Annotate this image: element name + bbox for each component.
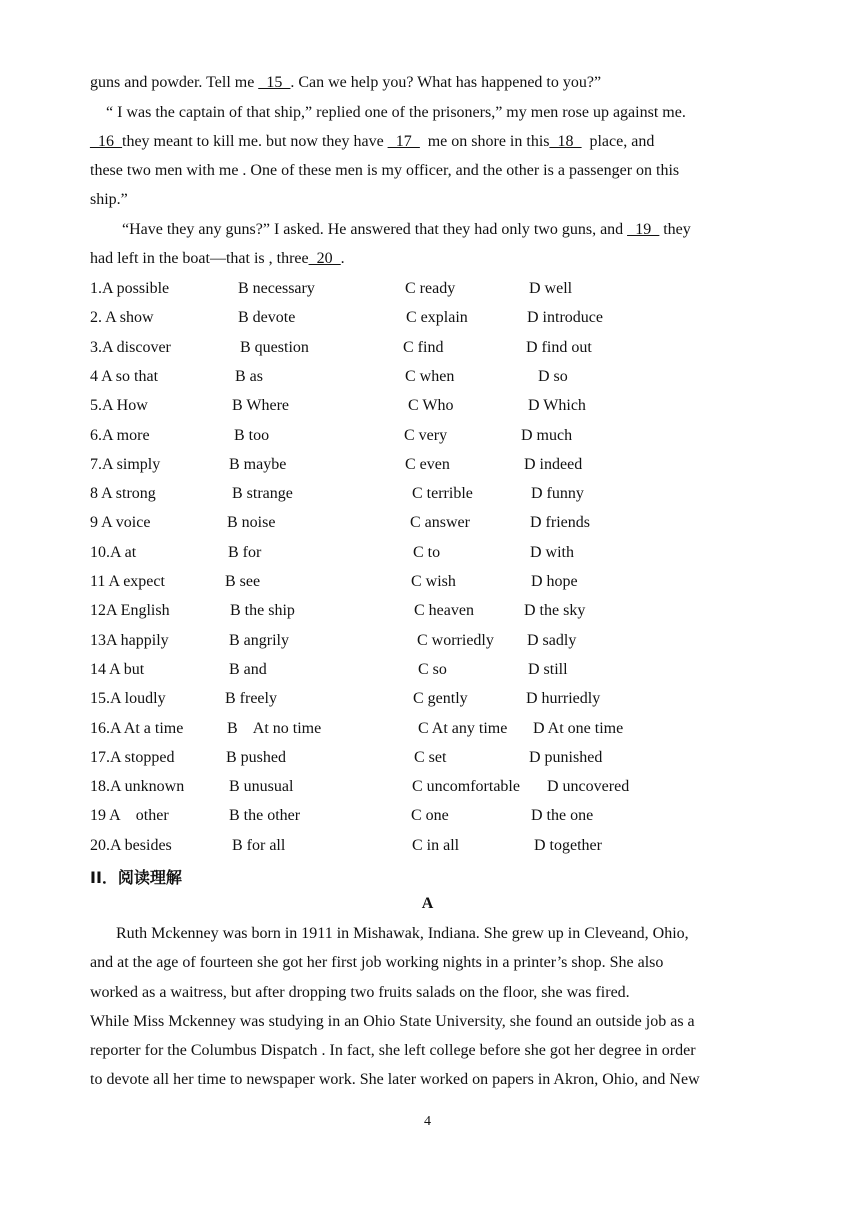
text: they (659, 221, 691, 238)
option-1-a: 1.A possible (90, 280, 170, 297)
option-15-a: 15.A loudly (90, 690, 166, 707)
option-5-d: D Which (528, 397, 586, 414)
option-20-a: 20.A besides (90, 837, 172, 854)
blank-15: _15_ (258, 74, 291, 91)
option-15-c: C gently (413, 690, 468, 707)
option-19-b: B the other (229, 807, 301, 824)
text: place, and (581, 133, 655, 150)
option-13-c: C worriedly (417, 632, 494, 649)
option-1-d: D well (529, 280, 573, 297)
option-13-a: 13A happily (90, 632, 169, 649)
option-4-a: 4 A so that (90, 368, 159, 385)
section-heading: II．阅读理解 (90, 868, 182, 887)
text: they meant to kill me. but now they have (122, 133, 388, 150)
text: . (340, 250, 345, 267)
blank-19: _19_ (627, 221, 660, 238)
option-7-c: C even (405, 456, 450, 473)
option-11-b: B see (225, 573, 261, 590)
option-9-a: 9 A voice (90, 514, 151, 531)
passage-line-7 (90, 249, 345, 269)
option-8-b: B strange (232, 485, 293, 502)
option-12-d: D the sky (524, 602, 586, 619)
option-3-d: D find out (526, 339, 592, 356)
option-18-b: B unusual (229, 778, 294, 795)
option-13-d: D sadly (527, 632, 577, 649)
option-16-c: C At any time (418, 720, 508, 737)
option-18-d: D uncovered (547, 778, 630, 795)
page-number: 4 (424, 1114, 431, 1129)
option-8-a: 8 A strong (90, 485, 156, 502)
option-6-d: D much (521, 427, 573, 444)
option-12-a: 12A English (90, 602, 170, 619)
reading-title: A (421, 895, 434, 912)
option-2-b: B devote (238, 309, 296, 326)
passage-line-2: “ I was the captain of that ship,” replied one of the prisoners,” my men rose up against me. (106, 104, 686, 121)
option-14-a: 14 A but (90, 661, 145, 678)
text: had left in the boat—that is , three (90, 250, 309, 267)
blank-17: _17_ (387, 133, 420, 150)
option-14-d: D still (528, 661, 568, 678)
option-14-c: C so (418, 661, 447, 678)
option-2-a: 2. A show (90, 309, 154, 326)
option-5-a: 5.A How (90, 397, 148, 414)
option-16-a: 16.A At a time (90, 720, 184, 737)
passage-line-1 (90, 73, 601, 93)
option-9-b: B noise (227, 514, 276, 531)
blank-20: _20_ (308, 250, 341, 267)
option-19-d: D the one (531, 807, 594, 824)
option-20-c: C in all (412, 837, 460, 854)
option-11-d: D hope (531, 573, 578, 590)
reading-line-3: worked as a waitress, but after dropping two fruits salads on the floor, she was fired. (90, 984, 630, 1001)
option-7-b: B maybe (229, 456, 287, 473)
passage-line-6 (122, 220, 691, 240)
option-12-c: C heaven (414, 602, 474, 619)
option-1-b: B necessary (238, 280, 315, 297)
text: me on shore in this (419, 133, 550, 150)
blank-16: _16_ (90, 133, 122, 150)
option-9-c: C answer (410, 514, 470, 531)
blank-18: _18_ (549, 133, 582, 150)
option-17-c: C set (414, 749, 447, 766)
option-10-a: 10.A at (90, 544, 137, 561)
option-6-c: C very (404, 427, 448, 444)
option-17-d: D punished (529, 749, 603, 766)
reading-line-2: and at the age of fourteen she got her first job working nights in a printer’s shop. She also (90, 954, 664, 971)
option-9-d: D friends (530, 514, 590, 531)
option-2-d: D introduce (527, 309, 603, 326)
option-14-b: B and (229, 661, 267, 678)
option-5-b: B Where (232, 397, 290, 414)
option-7-a: 7.A simply (90, 456, 161, 473)
option-20-b: B for all (232, 837, 286, 854)
reading-line-6: to devote all her time to newspaper work. She later worked on papers in Akron, Ohio, and New (90, 1071, 700, 1088)
option-17-a: 17.A stopped (90, 749, 175, 766)
reading-line-4: While Miss Mckenney was studying in an Ohio State University, she found an outside job as a (90, 1013, 695, 1030)
option-10-c: C to (413, 544, 441, 561)
text: guns and powder. Tell me (90, 74, 259, 91)
option-5-c: C Who (408, 397, 454, 414)
option-4-d: D so (538, 368, 568, 385)
option-11-c: C wish (411, 573, 456, 590)
option-6-a: 6.A more (90, 427, 150, 444)
option-18-c: C uncomfortable (412, 778, 520, 795)
option-19-c: C one (411, 807, 449, 824)
option-20-d: D together (534, 837, 602, 854)
reading-line-5: reporter for the Columbus Dispatch . In fact, she left college before she got her degree in order (90, 1042, 696, 1059)
passage-line-5: ship.” (90, 191, 128, 208)
option-3-b: B question (240, 339, 309, 356)
option-1-c: C ready (405, 280, 456, 297)
option-4-c: C when (405, 368, 455, 385)
text: “Have they any guns?” I asked. He answered that they had only two guns, and (122, 221, 628, 238)
option-8-c: C terrible (412, 485, 473, 502)
text: . Can we help you? What has happened to you?” (290, 74, 602, 91)
option-15-d: D hurriedly (526, 690, 601, 707)
option-8-d: D funny (531, 485, 584, 502)
option-3-a: 3.A discover (90, 339, 171, 356)
option-10-b: B for (228, 544, 262, 561)
option-7-d: D indeed (524, 456, 583, 473)
option-19-a: 19 A other (90, 807, 169, 824)
option-17-b: B pushed (226, 749, 286, 766)
option-2-c: C explain (406, 309, 468, 326)
option-16-b: B At no time (227, 720, 322, 737)
option-11-a: 11 A expect (90, 573, 165, 590)
option-16-d: D At one time (533, 720, 624, 737)
option-15-b: B freely (225, 690, 277, 707)
option-12-b: B the ship (230, 602, 295, 619)
option-6-b: B too (234, 427, 270, 444)
option-18-a: 18.A unknown (90, 778, 185, 795)
option-10-d: D with (530, 544, 574, 561)
passage-line-4: these two men with me . One of these men is my officer, and the other is a passenger on this (90, 162, 680, 179)
passage-line-3 (90, 132, 654, 152)
option-3-c: C find (403, 339, 444, 356)
option-13-b: B angrily (229, 632, 289, 649)
option-4-b: B as (235, 368, 263, 385)
reading-line-1: Ruth Mckenney was born in 1911 in Mishawak, Indiana. She grew up in Cleveand, Ohio, (116, 925, 689, 942)
